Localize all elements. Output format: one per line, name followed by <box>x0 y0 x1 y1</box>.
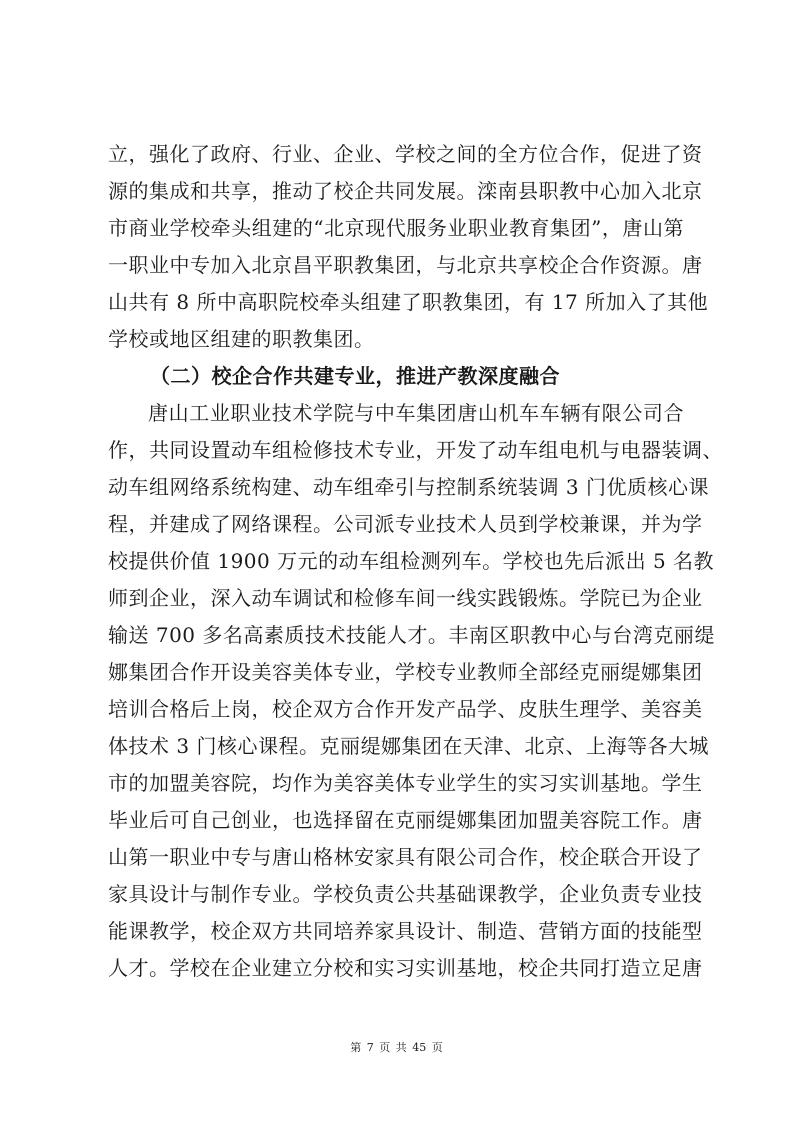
paragraph-2-line-13: 山第一职业中专与唐山格林安家具有限公司合作，校企联合开设了 <box>108 845 703 869</box>
paragraph-1-line-4: 一职业中专加入北京昌平职教集团，与北京共享校企合作资源。唐 <box>108 253 703 277</box>
paragraph-2-line-7: 输送 700 多名高素质技术技能人才。丰南区职教中心与台湾克丽缇 <box>108 623 715 647</box>
paragraph-1-line-6: 学校或地区组建的职教集团。 <box>108 327 375 351</box>
paragraph-2-line-1: 唐山工业职业技术学院与中车集团唐山机车车辆有限公司合 <box>148 401 684 425</box>
paragraph-2-line-11: 市的加盟美容院，均作为美容美体专业学生的实习实训基地。学生 <box>108 771 703 795</box>
paragraph-2-line-3: 动车组网络系统构建、动车组牵引与控制系统装调 3 门优质核心课 <box>108 475 709 499</box>
paragraph-2-line-16: 人才。学校在企业建立分校和实习实训基地，校企共同打造立足唐 <box>108 956 703 980</box>
page-number-footer: 第 7 页 共 45 页 <box>350 1041 443 1054</box>
paragraph-2-line-6: 师到企业，深入动车调试和检修车间一线实践锻炼。学院已为企业 <box>108 586 703 610</box>
section-heading: （二）校企合作共建专业，推进产教深度融合 <box>150 364 560 388</box>
paragraph-1-line-5: 山共有 8 所中高职院校牵头组建了职教集团，有 17 所加入了其他 <box>108 290 709 314</box>
paragraph-2-line-10: 体技术 3 门核心课程。克丽缇娜集团在天津、北京、上海等各大城 <box>108 734 709 758</box>
paragraph-2-line-15: 能课教学，校企双方共同培养家具设计、制造、营销方面的技能型 <box>108 919 703 943</box>
paragraph-1-line-3: 市商业学校牵头组建的“北京现代服务业职业教育集团”，唐山第 <box>108 216 684 240</box>
paragraph-1-line-1: 立，强化了政府、行业、企业、学校之间的全方位合作，促进了资 <box>108 142 703 166</box>
paragraph-2-line-8: 娜集团合作开设美容美体专业，学校专业教师全部经克丽缇娜集团 <box>108 660 703 684</box>
paragraph-2-line-14: 家具设计与制作专业。学校负责公共基础课教学，企业负责专业技 <box>108 882 703 906</box>
paragraph-2-line-12: 毕业后可自己创业，也选择留在克丽缇娜集团加盟美容院工作。唐 <box>108 808 703 832</box>
paragraph-2-line-2: 作，共同设置动车组检修技术专业，开发了动车组电机与电器装调、 <box>108 438 723 462</box>
paragraph-1-line-2: 源的集成和共享，推动了校企共同发展。滦南县职教中心加入北京 <box>108 179 703 203</box>
paragraph-2-line-9: 培训合格后上岗，校企双方合作开发产品学、皮肤生理学、美容美 <box>108 697 703 721</box>
paragraph-2-line-5: 校提供价值 1900 万元的动车组检测列车。学校也先后派出 5 名教 <box>108 549 715 573</box>
paragraph-2-line-4: 程，并建成了网络课程。公司派专业技术人员到学校兼课，并为学 <box>108 512 703 536</box>
